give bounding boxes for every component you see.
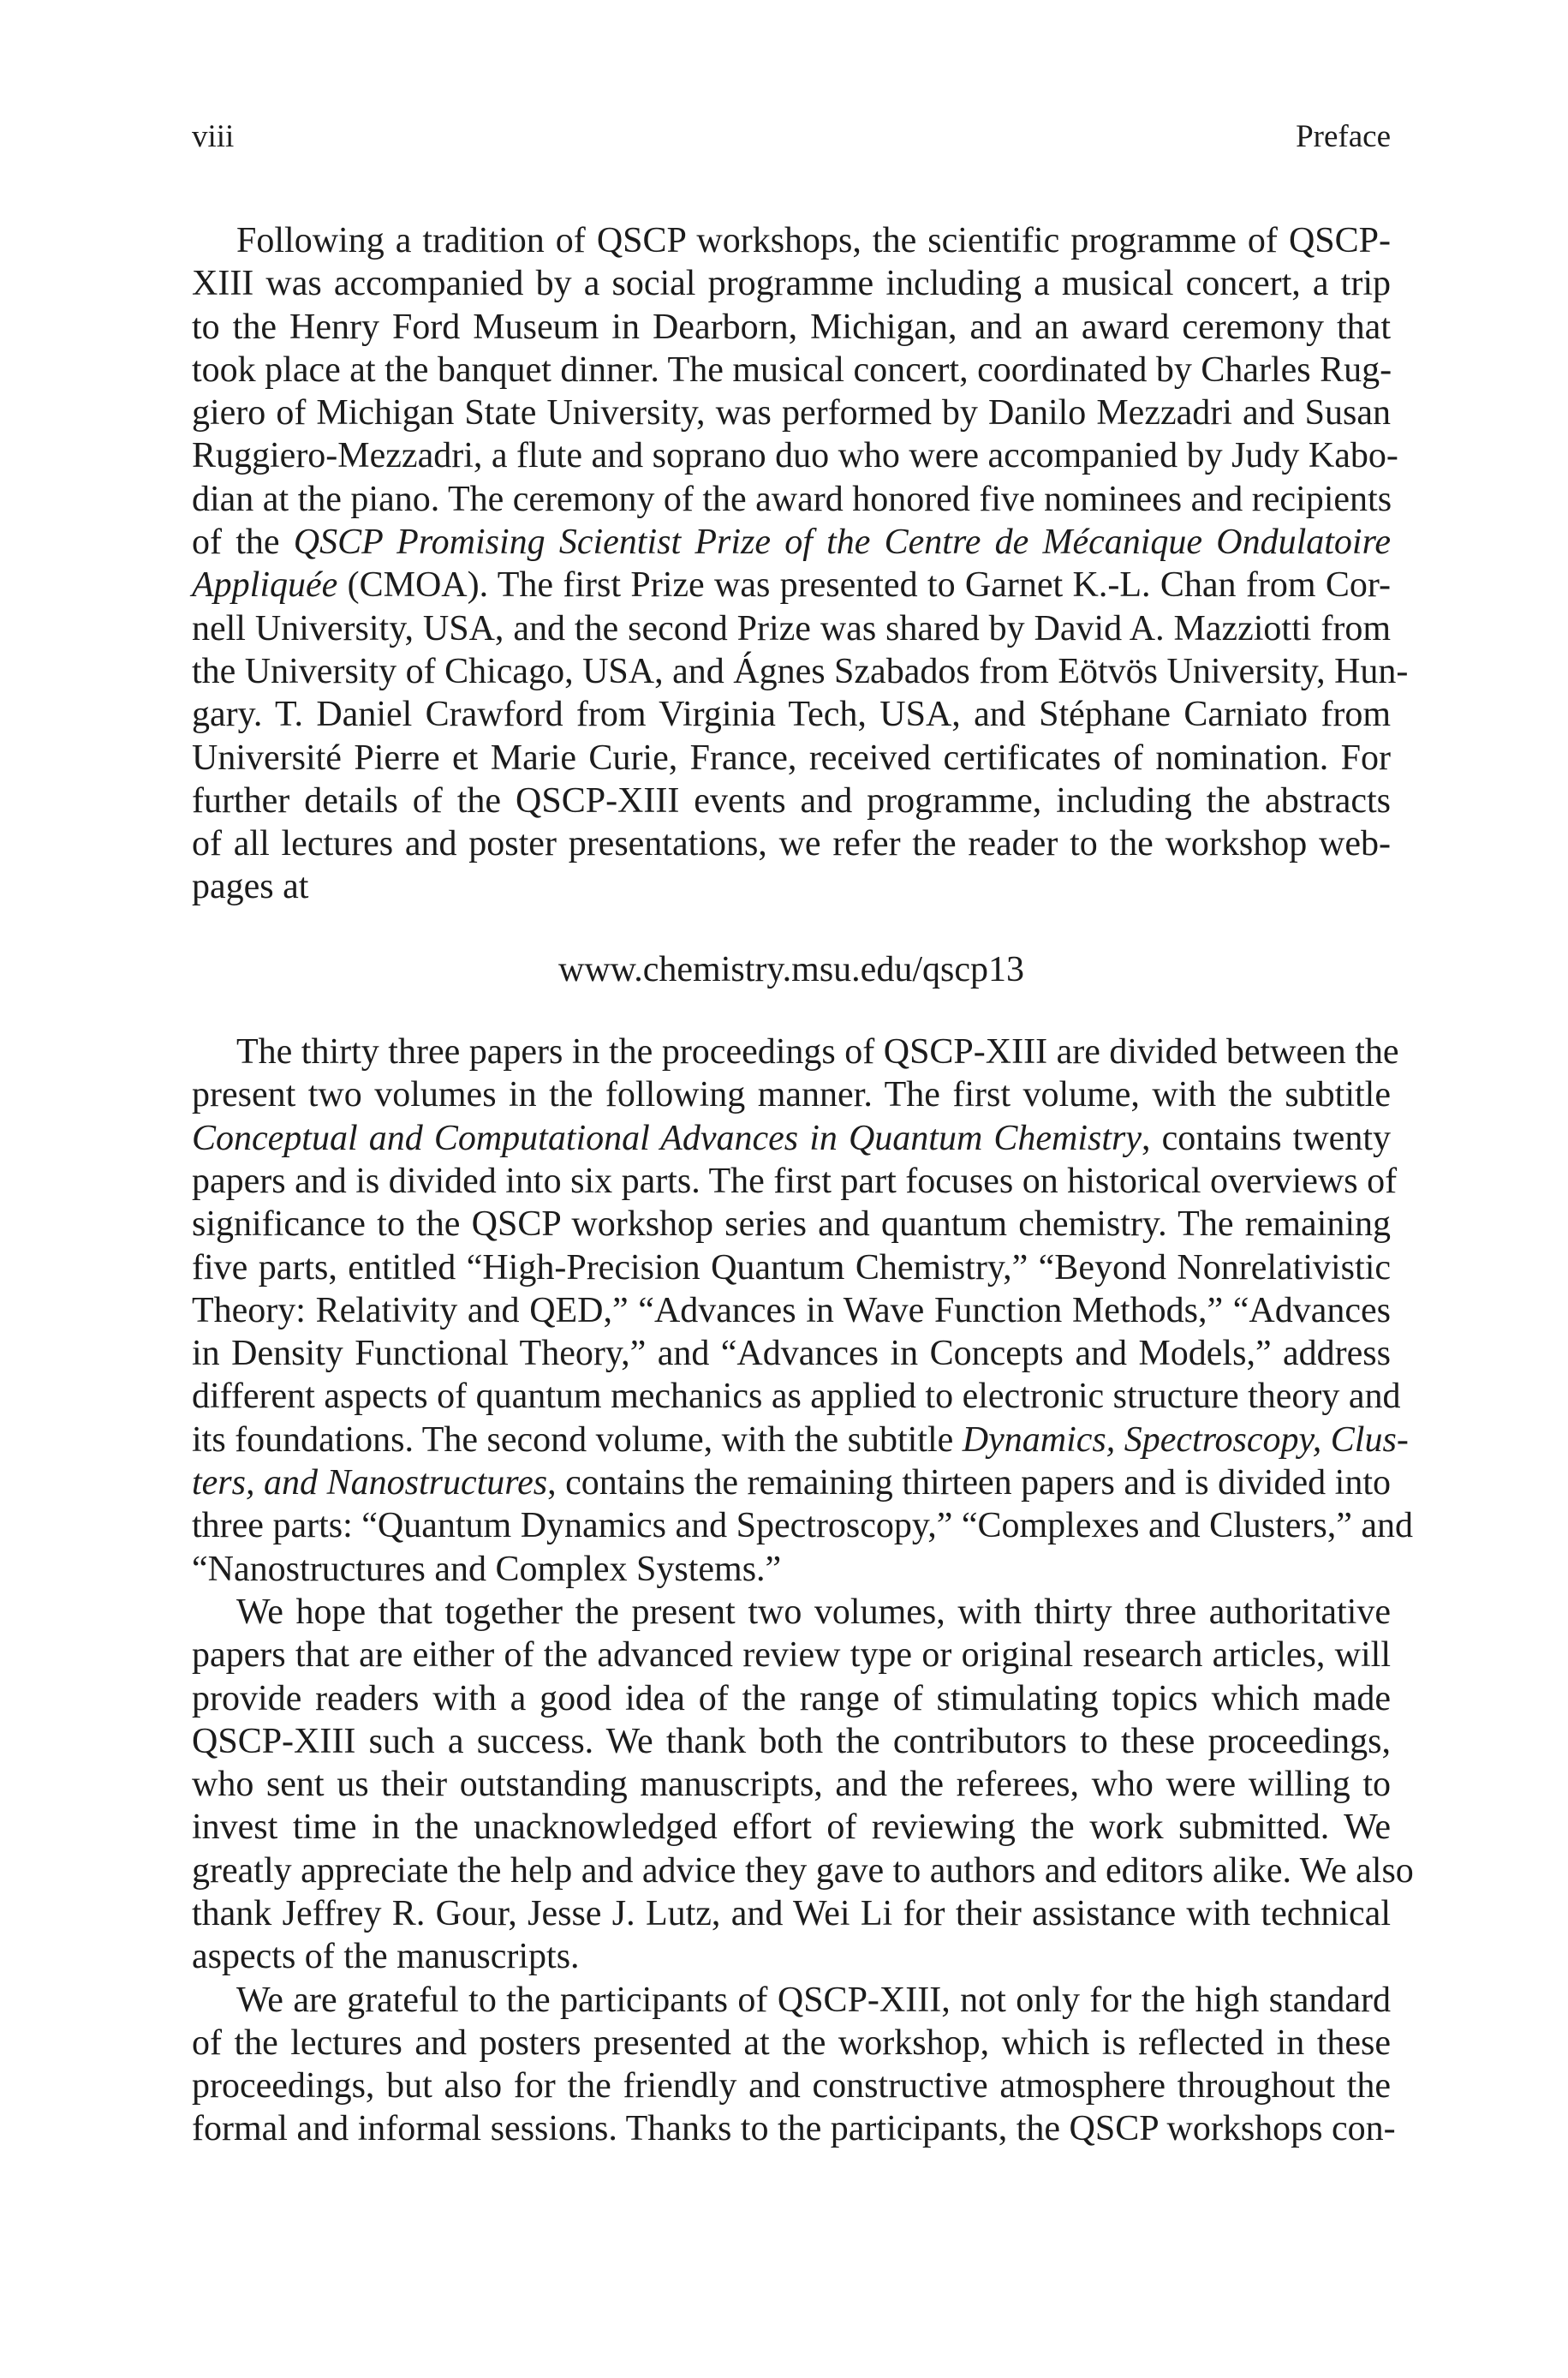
- text-fragment: , contains twenty: [1142, 1118, 1391, 1158]
- text-line: We are grateful to the participants of QSCP-XIII, not only for the high standard: [236, 1980, 1391, 2020]
- prize-title-end: Appliquée: [192, 565, 338, 606]
- text-line: dian at the piano. The ceremony of the award honored five nominees and recipients: [192, 479, 1392, 519]
- text-line: nell University, USA, and the second Prize was shared by David A. Mazziotti from: [192, 608, 1391, 648]
- text-line: giero of Michigan State University, was performed by Danilo Mezzadri and Susan: [192, 393, 1391, 433]
- text-line: [192, 1461, 1391, 1504]
- text-line: invest time in the unacknowledged effort of reviewing the work submitted. We: [192, 1807, 1391, 1848]
- paragraph-participants: [192, 1979, 1396, 2151]
- volume2-subtitle-end: ters, and Nanostructures: [192, 1463, 548, 1503]
- text-line: [192, 564, 1391, 606]
- prize-title: QSCP Promising Scientist Prize of the Centre de Mécanique Ondulatoire: [293, 523, 1392, 563]
- text-line: Following a tradition of QSCP workshops, the scientific programme of QSCP-: [236, 221, 1391, 260]
- text-line: five parts, entitled “High-Precision Quantum Chemistry,” “Beyond Nonrelativistic: [192, 1247, 1391, 1288]
- preface-body: [192, 219, 1414, 2151]
- paragraph-volumes: [192, 1031, 1414, 1591]
- text-line: We hope that together the present two volumes, with thirty three authoritative: [236, 1592, 1391, 1632]
- text-line: proceedings, but also for the friendly and constructive atmosphere throughout the: [192, 2066, 1391, 2106]
- text-line: The thirty three papers in the proceedings of QSCP-XIII are divided between the: [236, 1032, 1399, 1072]
- text-line: of the lectures and posters presented at the workshop, which is reflected in these: [192, 2022, 1391, 2063]
- paragraph-acknowledgements: [192, 1591, 1414, 1979]
- text-line: [192, 521, 1391, 564]
- text-line: present two volumes in the following manner. The first volume, with the subtitle: [192, 1075, 1391, 1115]
- text-line: Université Pierre et Marie Curie, France, received certificates of nomination. For: [192, 738, 1391, 778]
- text-line: papers that are either of the advanced review type or original research articles, will: [192, 1635, 1391, 1676]
- text-fragment: , contains the remaining thirteen papers and is divided into: [547, 1463, 1391, 1503]
- running-head: [192, 118, 1391, 156]
- text-line: [192, 1117, 1391, 1160]
- text-line: XIII was accompanied by a social programme including a musical concert, a trip: [192, 264, 1391, 304]
- text-line: gary. T. Daniel Crawford from Virginia Tech, USA, and Stéphane Carniato from: [192, 695, 1391, 735]
- text-line: significance to the QSCP workshop series and quantum chemistry. The remaining: [192, 1204, 1391, 1245]
- text-line: further details of the QSCP-XIII events and programme, including the abstracts: [192, 780, 1391, 821]
- text-fragment: of the: [192, 523, 294, 563]
- section-title: Preface: [1296, 119, 1391, 154]
- text-line: Ruggiero-Mezzadri, a flute and soprano duo who were accompanied by Judy Kabo-: [192, 436, 1398, 476]
- text-line: greatly appreciate the help and advice they gave to authors and editors alike. We also: [192, 1850, 1414, 1891]
- text-line: provide readers with a good idea of the range of stimulating topics which made: [192, 1678, 1391, 1718]
- workshop-url: www.chemistry.msu.edu/qscp13: [558, 949, 1024, 989]
- text-line: took place at the banquet dinner. The musical concert, coordinated by Charles Rug-: [192, 350, 1392, 390]
- text-line: different aspects of quantum mechanics as applied to electronic structure theory and: [192, 1377, 1401, 1417]
- volume1-subtitle: Conceptual and Computational Advances in Quantum Chemistry: [192, 1118, 1142, 1158]
- text-line: formal and informal sessions. Thanks to the participants, the QSCP workshops con-: [192, 2109, 1396, 2149]
- volume2-subtitle: Dynamics, Spectroscopy, Clus-: [962, 1419, 1409, 1460]
- text-line: papers and is divided into six parts. The first part focuses on historical overviews of: [192, 1161, 1398, 1201]
- text-line: to the Henry Ford Museum in Dearborn, Michigan, and an award ceremony that: [192, 307, 1391, 347]
- text-line: three parts: “Quantum Dynamics and Spectroscopy,” “Complexes and Clusters,” and: [192, 1506, 1414, 1546]
- text-line: who sent us their outstanding manuscripts, and the referees, who were willing to: [192, 1765, 1391, 1805]
- text-fragment: (CMOA). The first Prize was presented to Garnet K.-L. Chan from Cor-: [337, 565, 1391, 606]
- text-line: aspects of the manuscripts.: [192, 1937, 580, 1977]
- text-line: pages at: [192, 867, 309, 907]
- text-line: in Density Functional Theory,” and “Advances in Concepts and Models,” address: [192, 1334, 1391, 1374]
- text-line: [192, 1419, 1409, 1461]
- paragraph-social-programme: [192, 219, 1409, 909]
- page-number: viii: [192, 119, 235, 154]
- text-line: “Nanostructures and Complex Systems.”: [192, 1549, 782, 1589]
- text-line: thank Jeffrey R. Gour, Jesse J. Lutz, and Wei Li for their assistance with technical: [192, 1893, 1391, 1933]
- text-line: QSCP-XIII such a success. We thank both the contributors to these proceedings,: [192, 1721, 1391, 1761]
- text-line: of all lectures and poster presentations, we refer the reader to the workshop web-: [192, 824, 1391, 864]
- book-page: [192, 118, 1414, 2151]
- text-line: Theory: Relativity and QED,” “Advances in Wave Function Methods,” “Advances: [192, 1290, 1391, 1330]
- text-fragment: its foundations. The second volume, with the subtitle: [192, 1419, 963, 1460]
- text-line: the University of Chicago, USA, and Ágnes Szabados from Eötvös University, Hun-: [192, 651, 1409, 691]
